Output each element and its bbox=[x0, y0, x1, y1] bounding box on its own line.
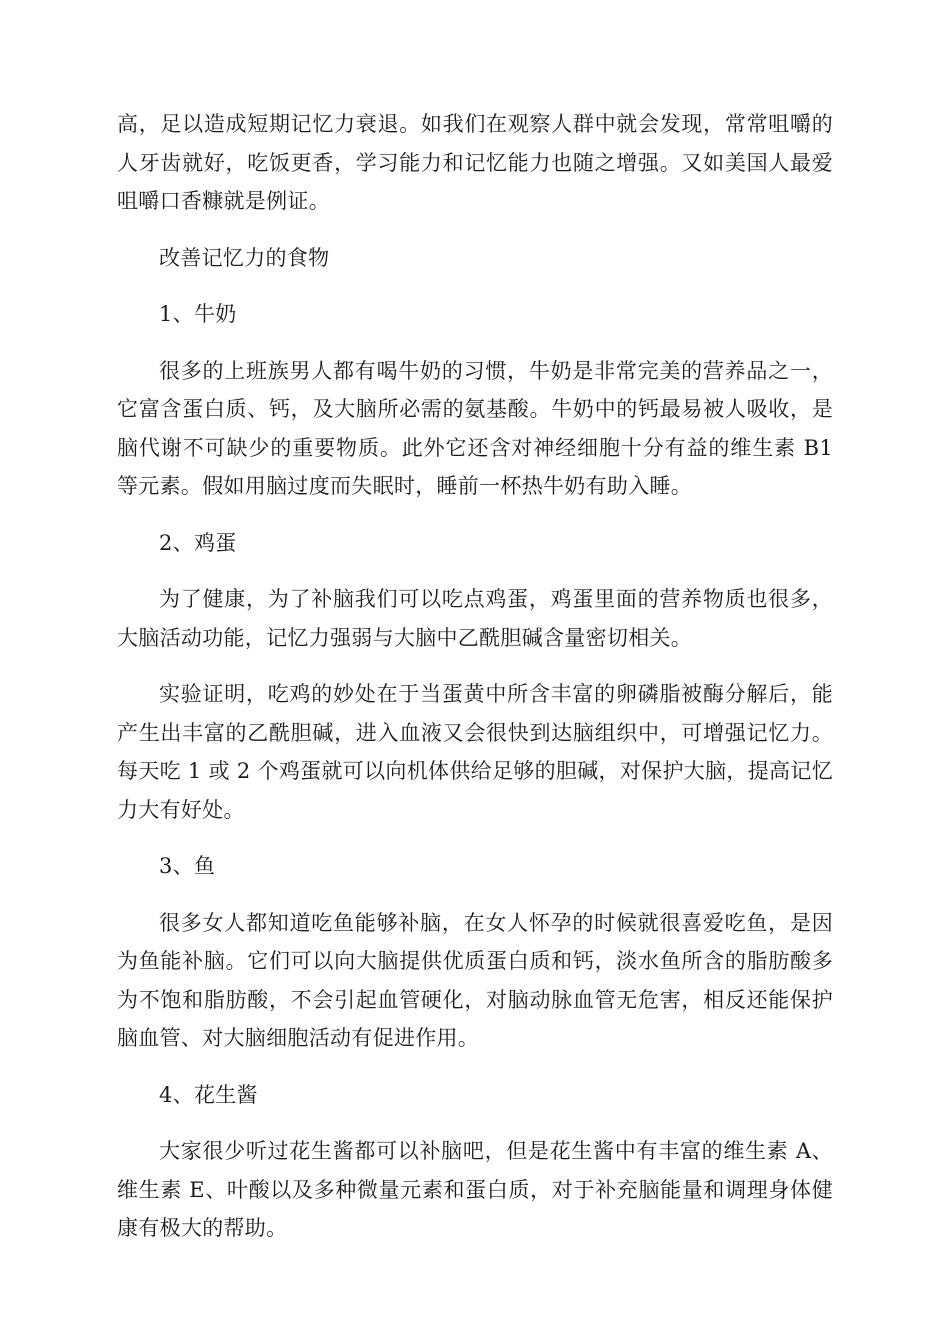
paragraph-peanut-butter: 大家很少听过花生酱都可以补脑吧，但是花生酱中有丰富的维生素 A、维生素 E、叶酸以及多种微量元素和蛋白质，对于补充脑能量和调理身体健康有极大的帮助。 bbox=[117, 1139, 833, 1240]
paragraph-egg-1: 为了健康，为了补脑我们可以吃点鸡蛋，鸡蛋里面的营养物质也很多，大脑活动功能，记忆力强弱与大脑中乙酰胆碱含量密切相关。 bbox=[117, 587, 833, 650]
item-heading-milk: 1、牛奶 bbox=[159, 302, 237, 326]
paragraph-continuation: 高，足以造成短期记忆力衰退。如我们在观察人群中就会发现，常常咀嚼的人牙齿就好，吃饭更香，学习能力和记忆能力也随之增强。又如美国人最爱咀嚼口香糠就是例证。 bbox=[117, 112, 833, 213]
item-heading-fish: 3、鱼 bbox=[159, 854, 216, 878]
paragraph-egg-2: 实验证明，吃鸡的妙处在于当蛋黄中所含丰富的卵磷脂被酶分解后，能产生出丰富的乙酰胆碱，进入血液又会很快到达脑组织中，可增强记忆力。每天吃 1 或 2 个鸡蛋就可以向机体供给足够的胆碱，对保护大脑，提高记忆力大有好处。 bbox=[117, 682, 833, 822]
paragraph-milk: 很多的上班族男人都有喝牛奶的习惯，牛奶是非常完美的营养品之一，它富含蛋白质、钙，及大脑所必需的氨基酸。牛奶中的钙最易被人吸收，是脑代谢不可缺少的重要物质。此外它还含对神经细胞十分有益的维生素 B1 等元素。假如用脑过度而失眠时，睡前一杯热牛奶有助入睡。 bbox=[117, 358, 833, 498]
item-heading-egg: 2、鸡蛋 bbox=[159, 530, 237, 555]
document-page bbox=[117, 105, 833, 1266]
item-heading-peanut-butter: 4、花生酱 bbox=[159, 1082, 258, 1107]
section-heading-memory-foods: 改善记忆力的食物 bbox=[159, 245, 330, 270]
paragraph-fish: 很多女人都知道吃鱼能够补脑，在女人怀孕的时候就很喜爱吃鱼，是因为鱼能补脑。它们可以向大脑提供优质蛋白质和钙，淡水鱼所含的脂肪酸多为不饱和脂肪酸，不会引起血管硬化，对脑动脉血管无危害，相反还能保护脑血管、对大脑细胞活动有促进作用。 bbox=[117, 910, 833, 1050]
